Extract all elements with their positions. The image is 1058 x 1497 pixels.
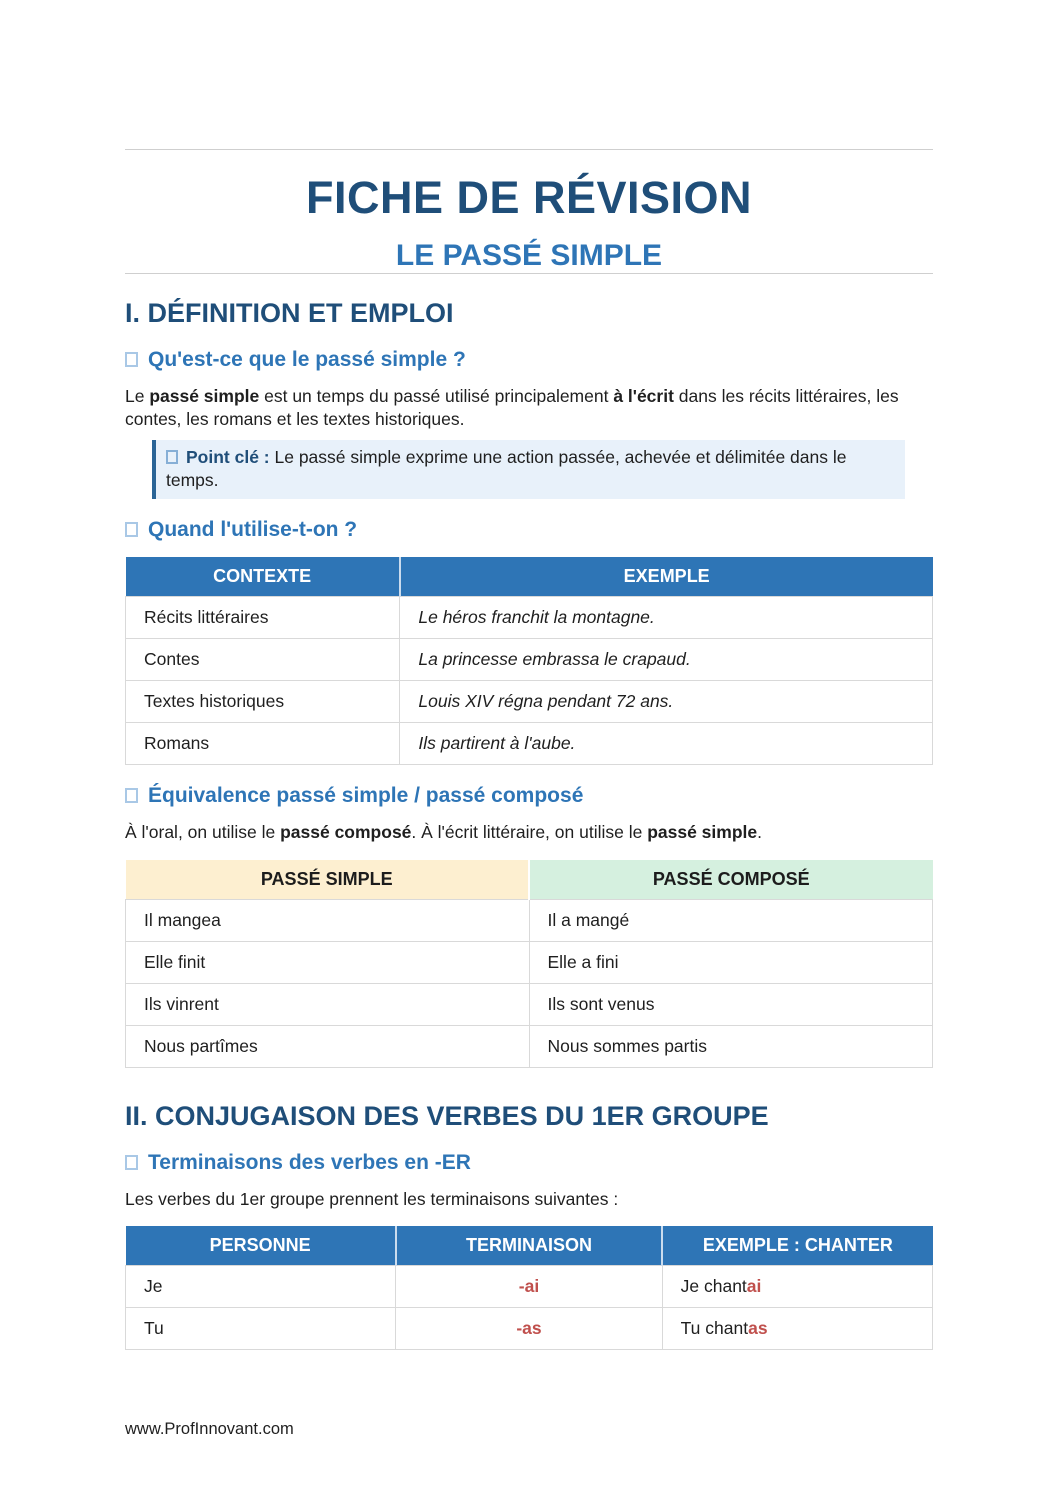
table-row	[126, 983, 933, 1025]
equivalence-paragraph	[125, 821, 933, 844]
table-cell: Il mangea	[126, 899, 530, 941]
subsection-terminaisons-label: Terminaisons des verbes en -ER	[148, 1150, 471, 1174]
text: . À l'écrit littéraire, on utilise le	[411, 822, 648, 843]
text: .	[757, 822, 762, 843]
example-stem: Tu chant	[680, 1317, 749, 1338]
placeholder-box-icon	[166, 450, 178, 464]
header-divider	[125, 273, 933, 274]
table-cell: Ils partirent à l'aube.	[400, 723, 933, 765]
table-row	[126, 681, 933, 723]
table-row	[126, 1025, 933, 1067]
page-subtitle: LE PASSÉ SIMPLE	[395, 238, 663, 272]
usage-table	[125, 557, 933, 765]
conjugation-table-body	[126, 1265, 933, 1349]
table-cell: Contes	[126, 639, 400, 681]
placeholder-box-icon	[125, 352, 138, 367]
top-divider	[125, 149, 933, 150]
usage-table-header-exemple: EXEMPLE	[400, 557, 933, 597]
conjugation-table-header-row	[126, 1226, 933, 1266]
table-cell: La princesse embrassa le crapaud.	[400, 639, 933, 681]
table-cell: Textes historiques	[126, 681, 400, 723]
equivalence-header-passe-compose: PASSÉ COMPOSÉ	[529, 860, 933, 900]
table-cell: Elle a fini	[529, 941, 933, 983]
subsection-equivalence-heading	[125, 784, 933, 808]
table-cell: Ils sont venus	[529, 983, 933, 1025]
table-cell: Tu	[126, 1307, 396, 1349]
definition-paragraph	[125, 385, 933, 432]
table-cell: -as	[396, 1307, 662, 1349]
table-row	[126, 597, 933, 639]
bold-text: à l'écrit	[613, 385, 674, 406]
subsection-usage-heading	[125, 518, 933, 542]
table-cell	[662, 1307, 932, 1349]
equivalence-table-body	[126, 899, 933, 1067]
table-cell: Il a mangé	[529, 899, 933, 941]
example-ending: as	[748, 1317, 768, 1338]
page-title: FICHE DE RÉVISION	[305, 172, 753, 223]
text: Le	[125, 385, 150, 406]
equivalence-header-passe-simple: PASSÉ SIMPLE	[126, 860, 530, 900]
bold-text: passé simple	[647, 822, 758, 843]
key-point-callout	[152, 440, 905, 499]
table-cell: Elle finit	[126, 941, 530, 983]
table-cell: Louis XIV régna pendant 72 ans.	[400, 681, 933, 723]
bold-text: passé composé	[280, 822, 412, 843]
usage-table-header-row	[126, 557, 933, 597]
table-cell: Récits littéraires	[126, 597, 400, 639]
text: est un temps du passé utilisé principalement	[259, 385, 614, 406]
table-row	[126, 899, 933, 941]
terminaisons-paragraph: Les verbes du 1er groupe prennent les terminaisons suivantes :	[125, 1188, 619, 1209]
table-row	[126, 639, 933, 681]
subsection-terminaisons-heading	[125, 1151, 933, 1175]
subsection-definition-heading	[125, 348, 933, 372]
usage-table-header-contexte: CONTEXTE	[126, 557, 400, 597]
conjugation-header-personne: PERSONNE	[126, 1226, 396, 1266]
example-ending: ai	[746, 1275, 762, 1296]
footer-url: www.ProfInnovant.com	[125, 1419, 294, 1438]
text: dans les récits littéraires, les contes, les romans et les textes historiques.	[125, 385, 899, 429]
key-point-label: Point clé :	[186, 447, 270, 468]
table-cell: Romans	[126, 723, 400, 765]
table-cell: Ils vinrent	[126, 983, 530, 1025]
table-row	[126, 1265, 933, 1307]
subsection-usage-label: Quand l'utilise-t-on ?	[148, 518, 358, 542]
conjugation-table	[125, 1226, 933, 1350]
section-2-heading: II. CONJUGAISON DES VERBES DU 1ER GROUPE	[125, 1100, 769, 1131]
placeholder-box-icon	[125, 522, 138, 537]
subsection-equivalence-label: Équivalence passé simple / passé composé	[148, 784, 584, 808]
subsection-definition-label: Qu'est-ce que le passé simple ?	[148, 347, 466, 371]
table-row	[126, 941, 933, 983]
key-point-text: Le passé simple exprime une action passée, achevée et délimitée dans le temps.	[166, 447, 847, 491]
text: À l'oral, on utilise le	[125, 822, 281, 843]
bold-text: passé simple	[149, 385, 260, 406]
table-cell: Je	[126, 1265, 396, 1307]
table-row	[126, 723, 933, 765]
usage-table-body	[126, 597, 933, 765]
placeholder-box-icon	[125, 788, 138, 803]
conjugation-header-exemple: EXEMPLE : CHANTER	[662, 1226, 932, 1266]
equivalence-table	[125, 860, 933, 1068]
conjugation-header-terminaison: TERMINAISON	[396, 1226, 662, 1266]
table-cell: -ai	[396, 1265, 662, 1307]
table-row	[126, 1307, 933, 1349]
table-cell	[662, 1265, 932, 1307]
table-cell: Nous sommes partis	[529, 1025, 933, 1067]
equivalence-table-header-row	[126, 860, 933, 900]
placeholder-box-icon	[125, 1155, 138, 1170]
table-cell: Nous partîmes	[126, 1025, 530, 1067]
section-1-heading: I. DÉFINITION ET EMPLOI	[125, 297, 454, 328]
table-cell: Le héros franchit la montagne.	[400, 597, 933, 639]
example-stem: Je chant	[680, 1275, 747, 1296]
